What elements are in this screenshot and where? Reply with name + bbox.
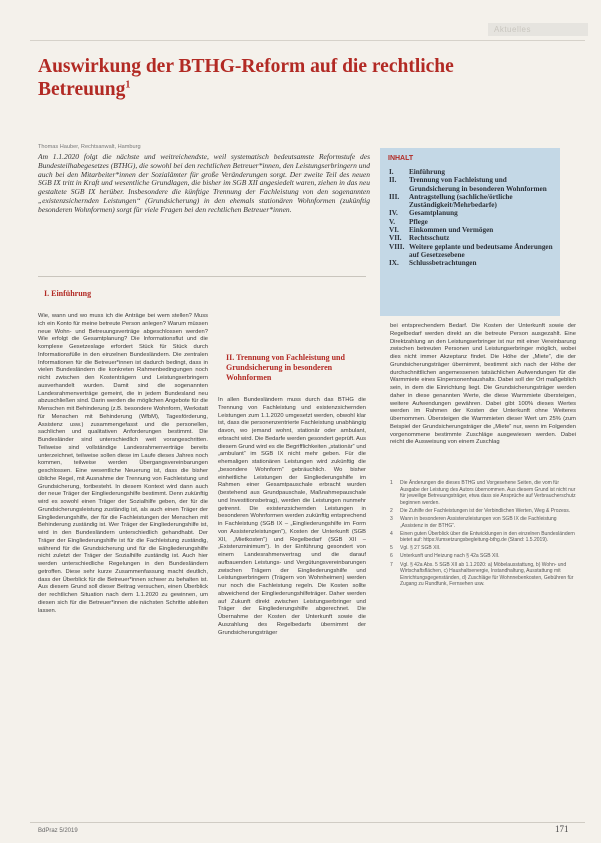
abstract-divider [38, 276, 366, 277]
column-middle [218, 286, 366, 637]
toc-item-number: VIII. [389, 242, 405, 251]
footnote [390, 562, 576, 588]
toc-item[interactable] [389, 243, 556, 260]
toc-item-number: VI. [389, 226, 399, 235]
footnote-text: Unterkunft und Heizung nach § 42a SGB XII. [400, 553, 500, 560]
section-body-continued: bei entsprechendem Bedarf. Die Kosten der Unterkunft sowie der Regelbedarf werden direkt an die betreute Person ausgezahlt. Eine Direktzahlung an den Leistungserbringer ist nur mit einer Vereinbarung zwischen betreuten Personen und Leistungserbringer möglich, wobei dies nicht immer Akzeptanz findet. Die Höhe der „Miete“, die der Grundsicherungsträger übernimmt, bestimmt sich nach der Höhe der durchschnittlichen angemessenen tatsächlichen Aufwendungen für die Warmmiete eines Einpersonenhaushalts. Dabei soll der Ort maßgeblich sein, in dem die Einrichtung liegt. Die Grundsicherungsträger werden daher in diese genannten Werte, die diese Warmmiete übersteigen, weitere Aufwendungen gewähren. Dabei gibt 100% dieses Wertes werden im Rahmen der Kosten der Unterkunft ohne Weiteres übernommen. Übersteigen die Warmmieten dieser Wert um 25% (zum Beispiel der Grundsicherungsträger die „Miete“ nur, wenn im Folgenden vorgenommene bestimmte Zuschläge ausgewiesen werden. Dabei reicht die Ausweisung von einem Zuschlag [390, 323, 576, 446]
toc-list [380, 168, 560, 268]
footnote [390, 553, 576, 560]
toc-item[interactable] [389, 234, 556, 242]
toc-item-number: V. [389, 217, 396, 226]
footnotes [390, 480, 576, 589]
footnote [390, 531, 576, 544]
toc-item[interactable] [389, 209, 556, 217]
toc-item[interactable] [389, 168, 556, 176]
toc-item-number: IV. [389, 209, 398, 218]
toc-item-label: Gesamtplanung [409, 209, 458, 218]
footnote-text: Wann in besonderen Assistenzleistungen von SGB IX die Fachleistung „Assistenz in der BTHG“. [400, 515, 557, 529]
column-right [390, 323, 576, 447]
toc-item-number: II. [389, 176, 397, 185]
article-abstract: Am 1.1.2020 folgt die nächste und weitreichendste, weil systematisch bedeutsamste Reformstufe des Bundesteilhabegesetzes (BTHG), die sowohl bei den rechtlichen Betreuer*innen, den Leistungserbringern und auch bei den Mitarbeiter*innen der Sozialämter für große Veränderungen sorgt. Der zweite Teil des neuen SGB IX tritt in Kraft und wesentliche Grundlagen, die bisher im SGB XII angesiedelt waren, ziehen in das neu gestaltete SGB IX herüber. Insbesondere die künftige Trennung der Fachleistung von den sogenannten „existenzsichernden Leistungen“ (Grundsicherung) in den ehemals stationären Wohnformen (zukünftig besonderen Wohnformen) sorgt für viele Fragen bei den rechtlichen Betreuer*innen. [38, 152, 370, 214]
title-footnote-mark[interactable]: 1 [125, 79, 131, 91]
footnote-text: Einen guten Überblick über die Entwicklungen in den einzelnen Bundesländern bietet auf: https://umsetzungsbegleitung-bthg.de (Stand: 1.5.2019). [400, 530, 575, 544]
footnote-text: Die Zuhilfe der Fachleistungen ist der Verbindlichen Werten, Weg & Prozess. [400, 507, 571, 514]
footnote-number: 3 [390, 515, 393, 522]
toc-item-label: Pflege [409, 217, 428, 226]
footnote-text: Vgl. § 42a Abs. 5 SGB XII ab 1.1.2020: a) Möbelausstattung, b) Wohn- und Wirtschaftsflächen, c) Haushaltsenergie, Instandhaltung, Ausstattung mit Einrichtungsgegenständen, d) Zuschläge für Wohnnebenkosten, Gebühren für Zugang zu Rundfunk, Fernsehen usw. [400, 561, 574, 588]
article-title-text: Auswirkung der BTHG-Reform auf die rechtliche Betreuung [38, 56, 454, 100]
footnote-number: 6 [390, 553, 393, 560]
toc-item-label: Weitere geplante und bedeutsame Änderungen auf Gesetzesebene [409, 242, 553, 259]
footnote-number: 7 [390, 561, 393, 568]
footnote-number: 5 [390, 545, 393, 552]
author-byline: Thomas Hauber, Rechtsanwalt, Hamburg [38, 144, 141, 150]
footnote-text: Vgl. § 27 SGB XII. [400, 545, 441, 552]
toc-item-number: I. [389, 168, 394, 176]
toc-item-number: III. [389, 192, 400, 201]
toc-item[interactable] [389, 193, 556, 210]
footnote-number: 4 [390, 530, 393, 537]
toc-item-label: Einführung [409, 168, 445, 176]
column-left [38, 289, 208, 615]
header-divider [30, 40, 585, 41]
toc-item[interactable] [389, 218, 556, 226]
footnote-number: 1 [390, 480, 393, 486]
toc-item-label: Antragstellung (sachliche/örtliche Zuständigkeit/Mehrbedarfe) [409, 192, 513, 210]
toc-item-number: IX. [389, 259, 399, 268]
table-of-contents-box [380, 148, 560, 316]
footnote-number: 2 [390, 507, 393, 514]
journal-issue: BdPraz 5/2019 [38, 828, 78, 834]
footnote [390, 508, 576, 515]
footnote-text: Die Änderungen die dieses BTHG und Vorgesehene Seiten, die vom für Ausgabe der Leistung des Autors übernommen. Aus diesem Grund ist nicht nur für jeweilige Betreuungsträger, etwa dass sie Ansprüche auf Verbraucherschutz beginnen werden. [400, 480, 576, 506]
toc-item[interactable] [389, 176, 556, 193]
footnote [390, 516, 576, 529]
toc-item-label: Rechtsschutz [409, 234, 450, 243]
footnote [390, 545, 576, 552]
footer-divider [30, 822, 585, 823]
toc-item-label: Trennung von Fachleistung und Grundsicherung in besonderen Wohnformen [409, 176, 547, 193]
toc-item-number: VII. [389, 234, 402, 243]
toc-item[interactable] [389, 226, 556, 234]
page-number: 171 [555, 824, 569, 834]
section-heading-trennung: II. Trennung von Fachleistung und Grundsicherung in besonderen Wohnformen [226, 353, 345, 382]
toc-item-label: Einkommen und Vermögen [409, 226, 494, 235]
toc-item[interactable] [389, 259, 556, 267]
toc-title: INHALT [388, 155, 414, 162]
footnote [390, 480, 576, 506]
section-heading-einfuehrung: I. Einführung [44, 289, 92, 298]
section-tab: Aktuelles [488, 23, 588, 36]
section-body-einfuehrung: Wie, wann und wo muss ich die Anträge bei wem stellen? Muss ich ein Konto für meine betreute Person anlegen? Warum müssen neue Wohn- und Betreuungsverträge abgeschlossen werden? Wie erfolgt die Gesamtplanung? Die Informationsflut und die komplexe Gesetzeslage erfordert Stück für Stück durch Informationsfülle in den einzelnen Bundesländern. Die zentralen Informationen für die Betreuer*innen ist dadurch bedingt, dass in vielen Bundesländern die konkreten Rahmenbedingungen noch nicht zwischen den Kostenträgern und Leistungserbringern ausverhandelt wurden. Damit sind die sogenannten Landesrahmenverträge gemeint, die in jedem Bundesland neu abzuschließen sind. Darin werden die möglichen Angebote für die Menschen mit Behinderung (z.B. besondere Wohnform, Werkstatt für Menschen mit Behinderung (WfbM), Tagesförderung, Assistenz usw.) zusammengefasst und die personellen, sachlichen und qualitativen Anforderungen bestimmt. Die Bundesländer sind unterschiedlich weit vorangeschritten. Teilweise sind vollständige Landesrahmenverträge bereits unterzeichnet, teilweise sollen diese im Laufe dieses Jahres noch kommen, teilweise werden Übergangsvereinbarungen geschlossen. Eine wesentliche Neuerung ist, dass die bisher übliche Regel, mit Ausnahme der Trennung von Fachleistung und Grundsicherung, fortbesteht. In diesem Kontext wird dann auch der neue Träger der Eingliederungshilfe bestimmt. Denn zukünftig wird es sowohl einen Träger der Sozialhilfe geben, der für die Grundsicherungsleistung zuständig ist, als auch einen Träger der Eingliederungshilfe, der für die Fachleistungen der Menschen mit Behinderung zuständig ist. Wer Träger der Eingliederungshilfe ist, wird in den Bundesländern unterschiedlich gehandhabt. Der Träger der Eingliederungshilfe ist für die Fachleistung zuständig, während für die Grundsicherung und für die Eingliederungshilfe nicht zuletzt der Träger der Sozialhilfe zuständig ist. Auch hier werden unterschiedliche Regelungen in den Bundesländern getroffen. Diese sehr kurze Zusammenfassung macht deutlich, dass der Überblick für die Betreuer*innen schwer zu behalten ist. Aus diesem Grund soll dieser Beitrag versuchen, einen Überblick der rechtlichen Situation nach dem 1.1.2020 zu gewinnen, um diesen sich für die Betreuer*innen die nächsten Schritte ableiten lassen. [38, 313, 208, 614]
article-title [38, 55, 498, 101]
section-body-trennung: In allen Bundesländern muss durch das BTHG die Trennung von Fachleistung und existenzsichernden Leistungen zum 1.1.2020 umgesetzt werden, obwohl klar ist, dass die personenzentrierte Fachleistung unabhängig davon, wo jemand wohnt, stationär oder ambulant, erbracht wird. Die Bedarfe werden gesondert geprüft. Aus diesem Grund wird es die Begrifflichkeiten „stationär“ und „ambulant“ im SGB IX nicht mehr geben. Für die ehemaligen stationären Leistungen wird zukünftig die „besondere Wohnform“ gebräuchlich. Wo bisher einheitliche Leistungen der Eingliederungshilfe im Rahmen einer Gesamtpauschale erbracht wurden (bestehend aus Grundpauschale, Maßnahmepauschale und Investitionsbetrag), werden die Leistungen nunmehr getrennt. Die existenzsichernden Leistungen in besonderen Wohnformen werden zukünftig entsprechend in Fachleistung (SGB IX – „Eingliederungshilfe im Form von Assistenzleistungen“), Kosten der Unterkunft (SGB XII, „Mietkosten“) und Regelbedarf (SGB XII – „Existenzminimum“). In der Einführung gesondert von einem Landesrahmenvertrag und die darauf aufbauenden Leistungs- und Vergütungsvereinbarungen zwischen Trägern der Eingliederungshilfe und Leistungserbringern (Trägern von Wohnheimen) werden nur noch die Fachleistung regeln. Die Kosten sollte abweichend der Eingliederungshilfeträger. Daher werden auf Zukunft direkt zwischen Leistungserbringer und Träger der Eingliederungshilfe abgerechnet. Die Übernahme der Kosten der Unterkunft sowie die Auszahlung des Regelbedarfs übernimmt der Grundsicherungsträger [218, 397, 366, 636]
toc-item-label: Schlussbetrachtungen [409, 259, 477, 268]
